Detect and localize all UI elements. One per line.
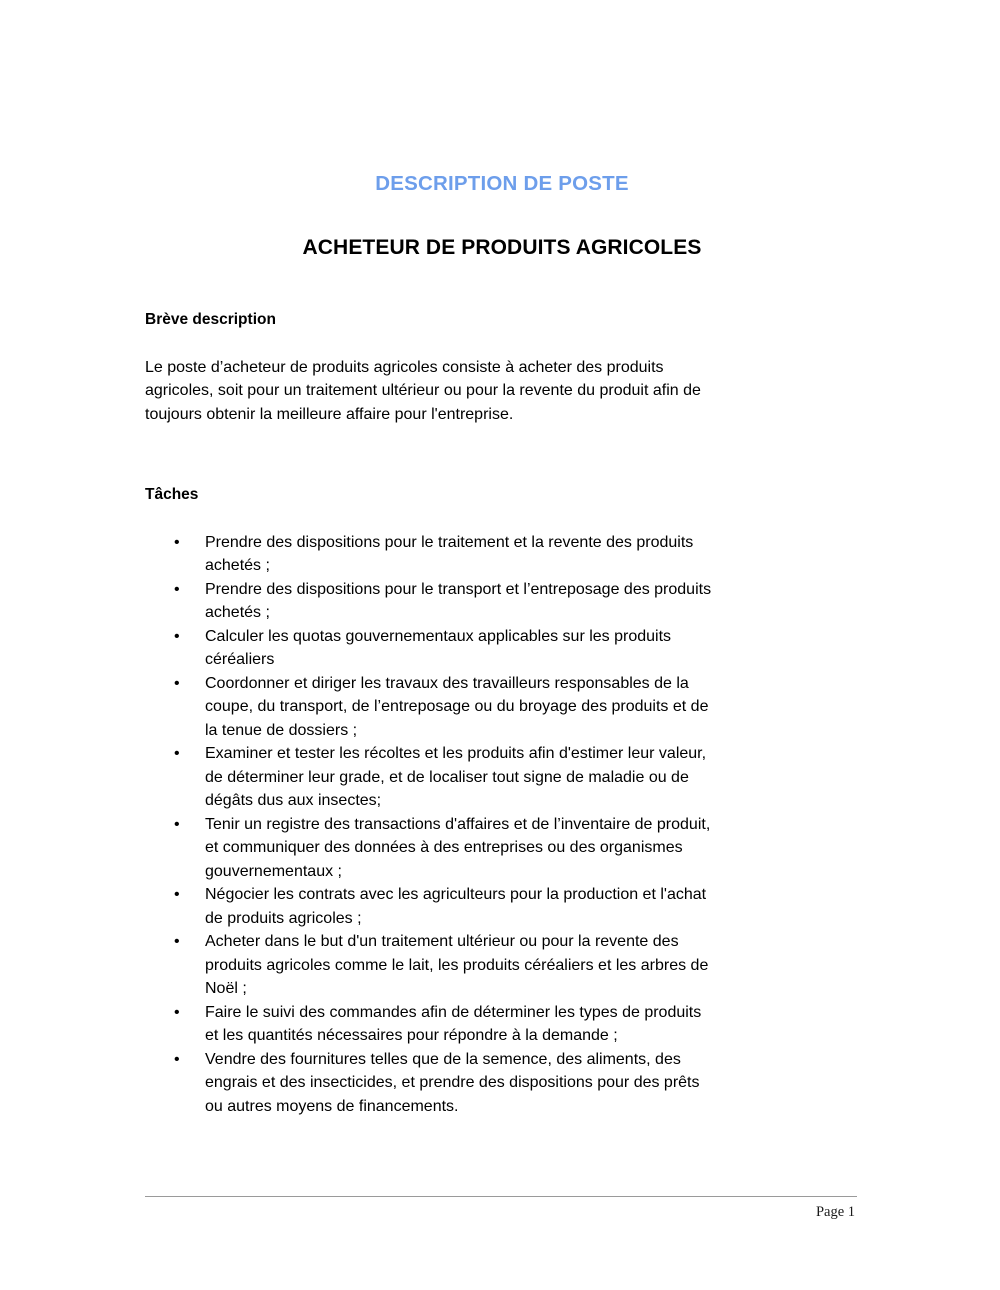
list-item	[145, 813, 713, 884]
list-item-text: Vendre des fournitures telles que de la semence, des aliments, des engrais et des insecticides, et prendre des dispositions pour des prêts ou autres moyens de financements.	[205, 1050, 700, 1115]
list-item	[145, 531, 713, 578]
job-title-heading: ACHETEUR DE PRODUITS AGRICOLES	[302, 236, 702, 259]
section-heading-brief-description: Brève description	[145, 311, 276, 328]
section-heading-tasks: Tâches	[145, 486, 199, 503]
section-tasks	[145, 483, 857, 1118]
bullet-icon: •	[174, 580, 180, 598]
list-item	[145, 930, 713, 1001]
bullet-icon: •	[174, 674, 180, 692]
list-item	[145, 578, 713, 625]
bullet-icon: •	[174, 627, 180, 645]
bullet-icon: •	[174, 815, 180, 833]
list-item-text: Tenir un registre des transactions d'affaires et de l’inventaire de produit, et communiquer des données à des entreprises ou des organismes gouvernementaux ;	[205, 815, 711, 880]
list-item-text: Prendre des dispositions pour le transport et l’entreposage des produits achetés ;	[205, 580, 712, 621]
bullet-icon: •	[174, 933, 180, 950]
bullet-icon: •	[174, 745, 180, 762]
list-item	[145, 1048, 713, 1119]
page-number: Page 1	[815, 1204, 855, 1220]
list-item-text: Calculer les quotas gouvernementaux applicables sur les produits céréaliers	[205, 627, 672, 668]
bullet-icon: •	[174, 886, 180, 903]
document-body	[145, 150, 857, 1118]
footer-divider	[145, 1196, 857, 1197]
page-footer	[145, 1196, 857, 1221]
tasks-list	[145, 531, 857, 1119]
page-header-margin	[0, 0, 1000, 150]
list-item	[145, 1001, 713, 1048]
list-item	[145, 625, 713, 672]
list-item	[145, 742, 713, 813]
list-item-text: Faire le suivi des commandes afin de déterminer les types de produits et les quantités nécessaires pour répondre à la demande ;	[205, 1003, 702, 1044]
list-item-text: Négocier les contrats avec les agriculteurs pour la production et l'achat de produits agricoles ;	[205, 886, 707, 927]
list-item	[145, 672, 713, 743]
section-brief-description	[145, 308, 857, 426]
list-item	[145, 883, 713, 930]
list-item-text: Acheter dans le but d'un traitement ultérieur ou pour la revente des produits agricoles comme le lait, les produits céréaliers et les arbres de Noël ;	[205, 933, 709, 997]
list-item-text: Coordonner et diriger les travaux des travailleurs responsables de la coupe, du transport, de l’entreposage ou du broyage des produits et de la tenue de dossiers ;	[205, 674, 709, 739]
bullet-icon: •	[174, 1003, 180, 1021]
page-title: DESCRIPTION DE POSTE	[375, 172, 629, 195]
list-item-text: Examiner et tester les récoltes et les produits afin d'estimer leur valeur, de déterminer leur grade, et de localiser tout signe de maladie ou de dégâts dus aux insectes;	[205, 745, 707, 809]
bullet-icon: •	[174, 533, 180, 551]
list-item-text: Prendre des dispositions pour le traitement et la revente des produits achetés ;	[205, 533, 694, 574]
bullet-icon: •	[174, 1050, 180, 1068]
brief-description-paragraph: Le poste d’acheteur de produits agricoles consiste à acheter des produits agricoles, soit pour un traitement ultérieur ou pour la revente du produit afin de toujours obtenir la meilleure affaire pour l'entreprise.	[145, 358, 701, 423]
